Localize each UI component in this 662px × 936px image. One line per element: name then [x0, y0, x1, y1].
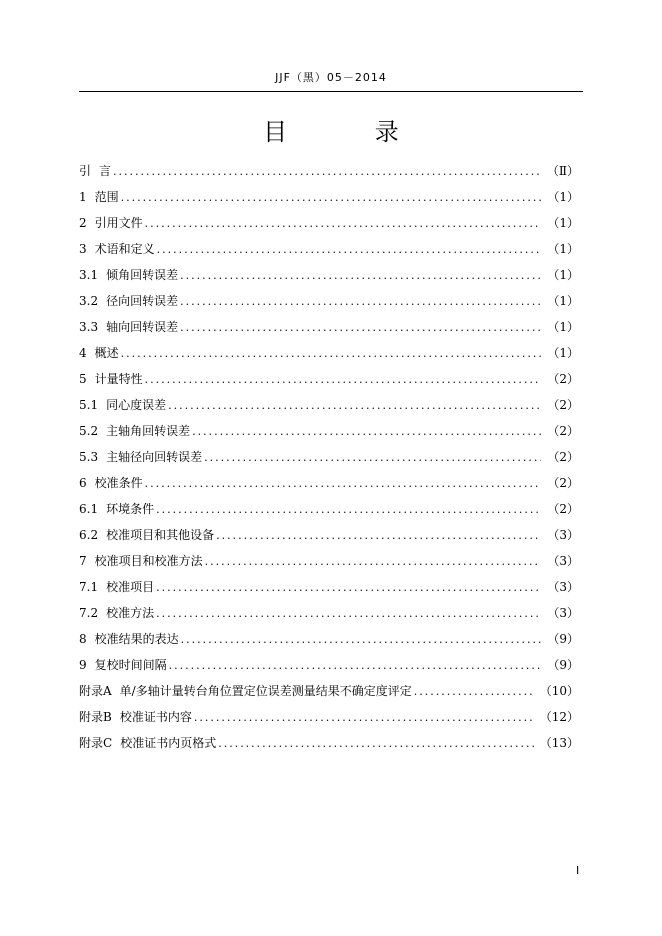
toc-leader-dots	[181, 627, 542, 653]
toc-entry-number: 3.1	[79, 268, 99, 282]
toc-entry[interactable]	[79, 392, 579, 418]
toc-entry-page: （1）	[547, 190, 579, 204]
toc-entry-page: （2）	[547, 372, 579, 386]
toc-entry-number: 5	[79, 372, 87, 386]
toc-entry-page: （9）	[547, 658, 579, 672]
toc-entry-number: 引	[79, 164, 92, 178]
toc-entry-label: 同心度误差	[106, 398, 167, 412]
toc-entry[interactable]	[79, 184, 579, 210]
toc-entry-number: 5.1	[79, 398, 99, 412]
toc-entry-number: 附录B	[79, 710, 112, 724]
toc-entry[interactable]	[79, 626, 579, 652]
toc-entry-page: （3）	[547, 580, 579, 594]
toc-leader-dots	[156, 575, 541, 601]
toc-entry-number: 3.3	[79, 320, 99, 334]
toc-entry-number: 1	[79, 190, 87, 204]
toc-entry[interactable]	[79, 314, 579, 340]
toc-entry-page: （9）	[547, 632, 579, 646]
toc-leader-dots	[156, 497, 541, 523]
toc-entry-label: 环境条件	[106, 502, 155, 516]
toc-entry[interactable]	[79, 730, 579, 756]
toc-leader-dots	[121, 185, 542, 211]
toc-entry-page: （3）	[547, 554, 579, 568]
toc-entry[interactable]	[79, 574, 579, 600]
document-header: JJF（黑）05－2014	[275, 71, 387, 84]
toc-entry-number: 2	[79, 216, 87, 230]
toc-entry-label: 言	[99, 164, 112, 178]
toc-leader-dots	[156, 601, 541, 627]
toc-entry-number: 附录C	[79, 736, 113, 750]
toc-leader-dots	[145, 211, 542, 237]
toc-entry[interactable]	[79, 444, 579, 470]
toc-entry-number: 6.2	[79, 528, 99, 542]
toc-entry-number: 7.2	[79, 606, 99, 620]
toc-entry-page: （3）	[547, 606, 579, 620]
toc-entry-label: 主轴角回转误差	[106, 424, 191, 438]
toc-entry-number: 6	[79, 476, 87, 490]
toc-entry-label: 校准项目和校准方法	[94, 554, 203, 568]
toc-entry[interactable]	[79, 496, 579, 522]
toc-entry-label: 径向回转误差	[106, 294, 179, 308]
toc-entry-label: 校准项目和其他设备	[106, 528, 215, 542]
toc-entry-number: 6.1	[79, 502, 99, 516]
toc-entry[interactable]	[79, 262, 579, 288]
toc-entry[interactable]	[79, 600, 579, 626]
toc-entry-page: （1）	[547, 242, 579, 256]
toc-entry-label: 单/多轴计量转台角位置定位误差测量结果不确定度评定	[119, 684, 412, 698]
toc-entry-label: 校准项目	[106, 580, 155, 594]
toc-entry-label: 范围	[94, 190, 119, 204]
toc-entry-label: 校准方法	[106, 606, 155, 620]
toc-leader-dots	[205, 549, 542, 575]
table-of-contents	[79, 158, 579, 756]
toc-leader-dots	[157, 237, 542, 263]
toc-entry[interactable]	[79, 522, 579, 548]
toc-entry-page: （1）	[547, 268, 579, 282]
toc-entry-number: 附录A	[79, 684, 112, 698]
toc-entry-page: （2）	[547, 502, 579, 516]
toc-leader-dots	[113, 159, 541, 185]
toc-entry-page: （2）	[547, 424, 579, 438]
toc-entry-label: 校准结果的表达	[94, 632, 179, 646]
toc-leader-dots	[194, 705, 534, 731]
toc-entry-number: 4	[79, 346, 87, 360]
toc-entry-page: （2）	[547, 398, 579, 412]
toc-entry-label: 复校时间间隔	[94, 658, 167, 672]
toc-entry-label: 主轴径向回转误差	[106, 450, 203, 464]
toc-entry[interactable]	[79, 678, 579, 704]
toc-entry-label: 校准证书内容	[119, 710, 192, 724]
toc-leader-dots	[180, 263, 541, 289]
toc-entry[interactable]	[79, 470, 579, 496]
toc-entry-label: 校准条件	[94, 476, 143, 490]
toc-entry[interactable]	[79, 418, 579, 444]
toc-entry-page: （1）	[547, 320, 579, 334]
toc-leader-dots	[414, 679, 534, 705]
toc-entry-page: （3）	[547, 528, 579, 542]
toc-entry-number: 7	[79, 554, 87, 568]
toc-leader-dots	[121, 341, 542, 367]
toc-entry[interactable]	[79, 340, 579, 366]
toc-entry-number: 3	[79, 242, 87, 256]
toc-entry-label: 计量特性	[94, 372, 143, 386]
toc-entry-number: 5.2	[79, 424, 99, 438]
toc-leader-dots	[180, 315, 541, 341]
toc-entry[interactable]	[79, 158, 579, 184]
toc-leader-dots	[192, 419, 541, 445]
toc-entry[interactable]	[79, 236, 579, 262]
toc-leader-dots	[168, 393, 541, 419]
toc-leader-dots	[218, 731, 534, 757]
toc-entry-label: 引用文件	[94, 216, 143, 230]
toc-entry-page: （1）	[547, 294, 579, 308]
toc-leader-dots	[169, 653, 542, 679]
toc-entry-page: （1）	[547, 216, 579, 230]
toc-entry-page: （2）	[547, 476, 579, 490]
toc-entry-label: 概述	[94, 346, 119, 360]
toc-entry-label: 校准证书内页格式	[120, 736, 217, 750]
toc-entry-number: 9	[79, 658, 87, 672]
toc-entry[interactable]	[79, 288, 579, 314]
toc-entry-page: （10）	[539, 684, 579, 698]
toc-entry[interactable]	[79, 366, 579, 392]
toc-leader-dots	[180, 289, 541, 315]
toc-entry-page: （1）	[547, 346, 579, 360]
toc-entry-label: 倾角回转误差	[106, 268, 179, 282]
toc-entry-number: 8	[79, 632, 87, 646]
page-number: I	[576, 864, 580, 877]
toc-entry-label: 术语和定义	[94, 242, 155, 256]
toc-entry-label: 轴向回转误差	[106, 320, 179, 334]
toc-leader-dots	[216, 523, 541, 549]
toc-entry[interactable]	[79, 652, 579, 678]
toc-entry-number: 5.3	[79, 450, 99, 464]
page-title: 目 录	[263, 118, 439, 146]
toc-entry[interactable]	[79, 210, 579, 236]
toc-leader-dots	[145, 471, 542, 497]
toc-leader-dots	[204, 445, 541, 471]
toc-entry-page: （13）	[539, 736, 579, 750]
toc-leader-dots	[145, 367, 542, 393]
toc-entry[interactable]	[79, 704, 579, 730]
toc-entry-page: （Ⅱ）	[546, 164, 579, 178]
header-rule	[79, 91, 583, 92]
toc-entry-page: （12）	[539, 710, 579, 724]
toc-entry-page: （2）	[547, 450, 579, 464]
toc-entry-number: 7.1	[79, 580, 99, 594]
toc-entry-number: 3.2	[79, 294, 99, 308]
toc-entry[interactable]	[79, 548, 579, 574]
